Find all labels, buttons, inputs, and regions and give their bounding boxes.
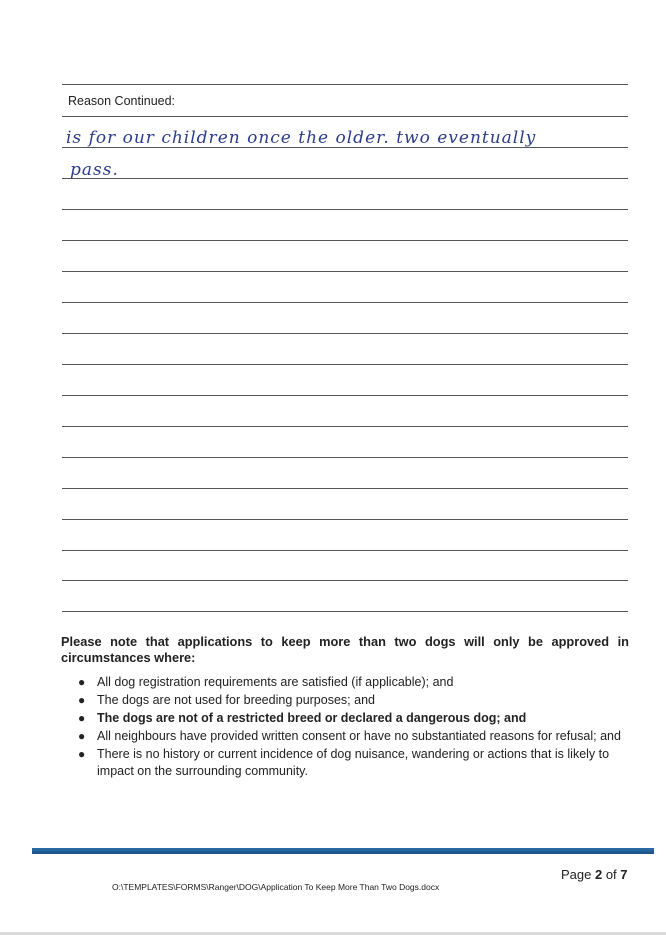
- list-item: [78, 710, 630, 727]
- ruled-line: [62, 84, 628, 85]
- bullet-icon: ●: [78, 693, 86, 707]
- reason-continued-label: Reason Continued:: [68, 94, 176, 108]
- ruled-line: [62, 209, 628, 210]
- bullet-icon: ●: [78, 675, 86, 689]
- list-item: [78, 728, 630, 745]
- list-item: [78, 692, 630, 709]
- list-item: [78, 746, 630, 780]
- page-number: [561, 867, 628, 882]
- bullet-icon: ●: [78, 711, 86, 725]
- ruled-line: [62, 519, 628, 520]
- ruled-line: [62, 178, 628, 179]
- ruled-line: [62, 333, 628, 334]
- page-current: 2: [594, 867, 603, 882]
- ruled-line: [62, 488, 628, 489]
- scan-bottom-edge: [0, 932, 666, 935]
- condition-text: There is no history or current incidence of dog nuisance, wandering or actions that is likely to impact on the surrounding community.: [97, 747, 610, 778]
- ruled-line: [62, 550, 628, 551]
- approval-conditions-heading: Please note that applications to keep more than two dogs will only be approved in circumstances where:: [61, 634, 629, 665]
- list-item: [78, 674, 630, 691]
- document-file-path: O:\TEMPLATES\FORMS\Ranger\DOG\Application To Keep More Than Two Dogs.docx: [112, 882, 440, 892]
- ruled-line: [62, 364, 628, 365]
- handwritten-reason-line-1: is for our children once the older. two eventually: [66, 128, 537, 148]
- ruled-line: [62, 271, 628, 272]
- bullet-icon: ●: [78, 747, 86, 761]
- page-of: of: [602, 867, 621, 882]
- ruled-line: [62, 426, 628, 427]
- approval-conditions-list: [78, 674, 630, 781]
- condition-text: The dogs are not used for breeding purposes; and: [97, 693, 375, 707]
- bullet-icon: ●: [78, 729, 86, 743]
- page-total: 7: [620, 867, 628, 882]
- ruled-line: [62, 240, 628, 241]
- handwritten-reason-line-2: pass.: [70, 160, 119, 180]
- condition-text: All neighbours have provided written consent or have no substantiated reasons for refusal; and: [97, 729, 621, 743]
- condition-text: All dog registration requirements are satisfied (if applicable); and: [97, 675, 454, 689]
- ruled-line: [62, 116, 628, 117]
- footer-divider-bar: [32, 848, 654, 854]
- page-prefix: Page: [561, 867, 595, 882]
- ruled-line: [62, 611, 628, 612]
- ruled-line: [62, 457, 628, 458]
- ruled-line: [62, 302, 628, 303]
- ruled-line: [62, 580, 628, 581]
- condition-text: The dogs are not of a restricted breed or declared a dangerous dog; and: [97, 711, 527, 725]
- ruled-line: [62, 395, 628, 396]
